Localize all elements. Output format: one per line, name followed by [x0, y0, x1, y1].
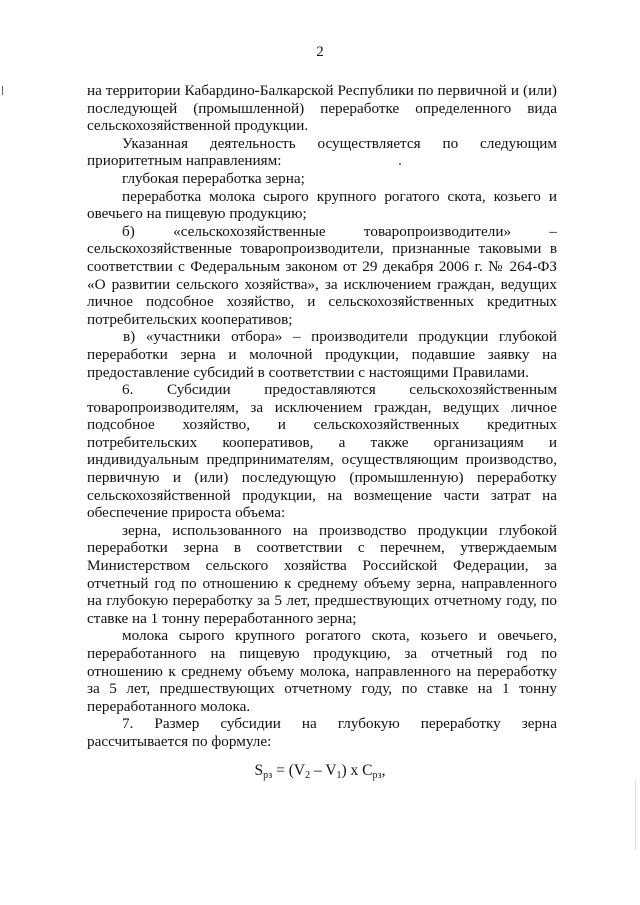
paragraph: б) «сельскохозяйственные товаропроизводители» – сельскохозяйственные товаропроизводители, признанные таковыми в соответствии с Федеральным законом от 29 декабря 2006 г. № 264-ФЗ «О развитии сельского хозяйства», за исключением граждан, ведущих личное подсобное хозяйство, и сельскохозяйственных кредитных потребительских кооперативов; — [87, 222, 557, 328]
formula-part: ) x C — [341, 762, 373, 779]
formula-symbol: S — [254, 762, 264, 779]
document-body — [87, 82, 557, 751]
paragraph: на территории Кабардино-Балкарской Республики по первичной и (или) последующей (промышленной) переработке определенного вида сельскохозяйственной продукции. — [87, 82, 557, 135]
formula-part: , — [381, 762, 386, 779]
formula-part: = (V — [272, 762, 306, 779]
paragraph: в) «участники отбора» – производители продукции глубокой переработки зерна и молочной продукции, подавшие заявку на предоставление субсидий в соответствии с настоящими Правилами. — [87, 328, 557, 381]
paragraph: зерна, использованного на производство продукции глубокой переработки зерна в соответствии с перечнем, утверждаемым Министерством сельского хозяйства Российской Федерации, за отчетный год по отношению к среднему объему зерна, направленного на глубокую переработку за 5 лет, предшествующих отчетному году, по ставке на 1 тонну переработанного зерна; — [87, 521, 557, 627]
formula-subscript: рз — [263, 770, 273, 781]
margin-mark — [2, 86, 6, 95]
formula-subscript: рз — [372, 770, 382, 781]
scan-edge — [635, 780, 636, 850]
paragraph: переработка молока сырого крупного рогатого скота, козьего и овечьего на пищевую продукцию; — [87, 187, 557, 223]
paragraph: 6. Субсидии предоставляются сельскохозяйственным товаропроизводителям, за исключением граждан, ведущих личное подсобное хозяйство, и сельскохозяйственных кредитных потребительских кооперативов, а также организациям и индивидуальным предпринимателям, осуществляющим производство, первичную и (или) последующую (промышленную) переработку сельскохозяйственной продукции, на возмещение части затрат на обеспечение прироста объема: — [87, 381, 557, 522]
formula-subscript: 1 — [336, 770, 342, 781]
page-number: 2 — [316, 44, 324, 60]
formula-subscript: 2 — [305, 770, 311, 781]
paragraph: 7. Размер субсидии на глубокую переработку зерна рассчитывается по формуле: — [87, 715, 557, 750]
paragraph: глубокая переработка зерна; — [122, 169, 305, 187]
formula — [0, 762, 640, 781]
paragraph: Указанная деятельность осуществляется по следующим приоритетным направлениям: — [87, 134, 557, 170]
paragraph: молока сырого крупного рогатого скота, козьего и овечьего, переработанного на пищевую продукцию, за отчетный год по отношению к среднему объему молока, направленного на переработку за 5 лет, предшествующих отчетному году, по ставке на 1 тонну переработанного молока. — [87, 627, 557, 715]
formula-part: – V — [310, 762, 337, 779]
